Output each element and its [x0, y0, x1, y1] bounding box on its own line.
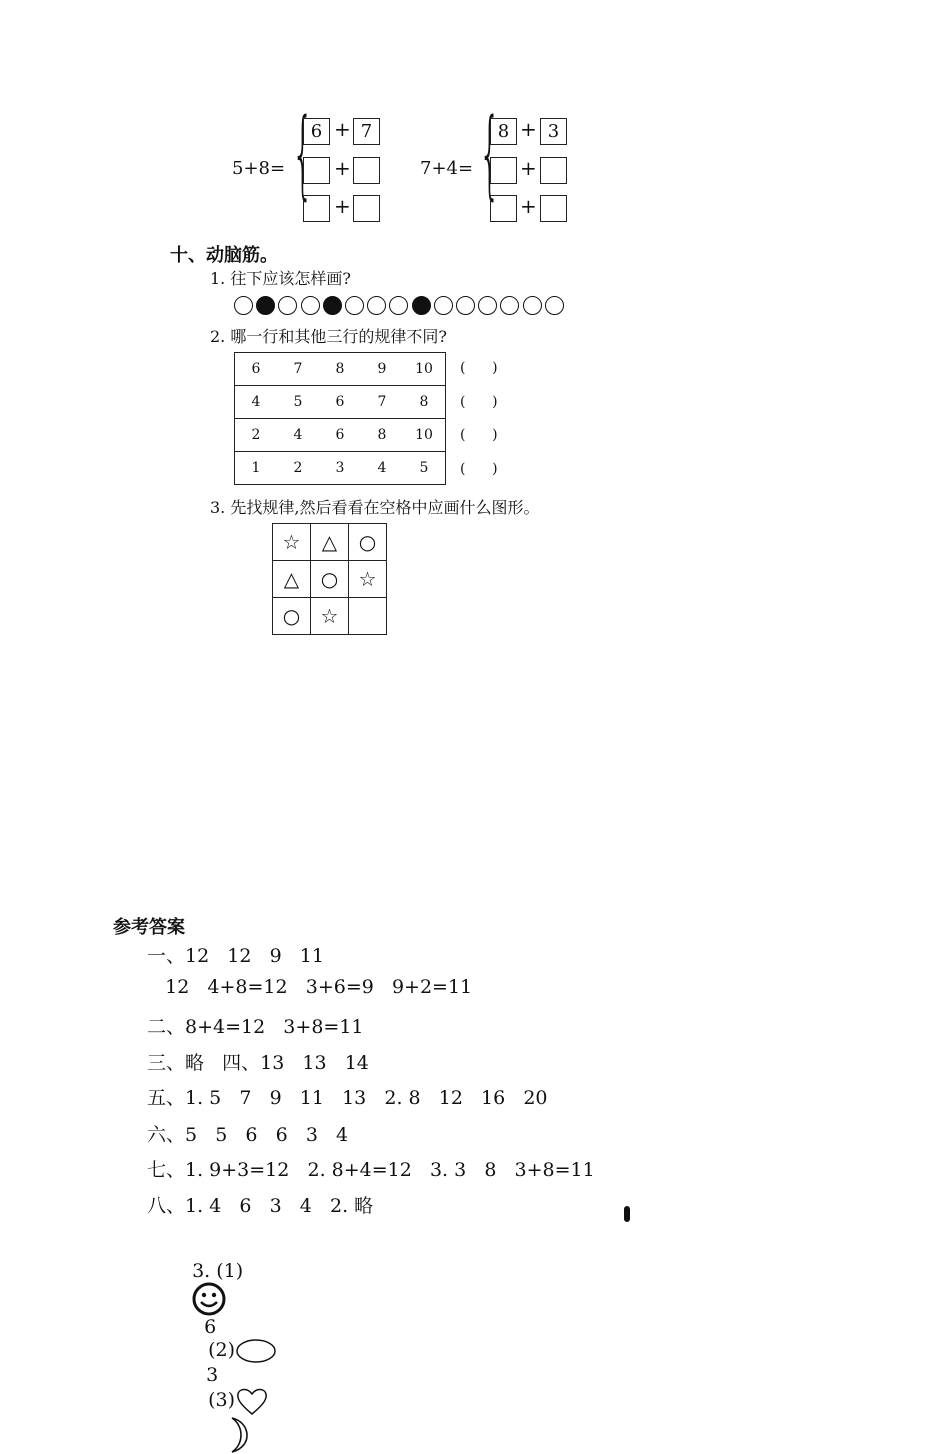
table-row — [235, 452, 446, 485]
table-cell: 6 — [319, 419, 361, 452]
answer-line: 六、5 5 6 6 3 4 — [147, 1124, 349, 1146]
answers-title: 参考答案 — [113, 917, 185, 938]
smiley-face-icon — [192, 1282, 226, 1316]
empty-circle-icon — [278, 296, 297, 315]
table-cell: 8 — [319, 353, 361, 386]
table-row — [235, 419, 446, 452]
plus-sign: + — [334, 194, 351, 218]
answer-line: 七、1. 9+3=12 2. 8+4=12 3. 3 8 3+8=11 — [147, 1159, 595, 1181]
answer-line: 12 4+8=12 3+6=9 9+2=11 — [147, 976, 473, 998]
answer-box[interactable] — [540, 157, 567, 184]
question-3: 3. 先找规律,然后看看在空格中应画什么图形。 — [210, 498, 540, 517]
answer-value: 6 — [204, 1316, 217, 1338]
empty-circle-icon — [456, 296, 475, 315]
answer-box[interactable] — [353, 195, 380, 222]
scan-mark — [624, 1206, 630, 1222]
empty-answer-cell[interactable] — [349, 598, 387, 635]
table-cell: 8 — [361, 419, 403, 452]
plus-sign: + — [520, 117, 537, 141]
grid-row — [273, 561, 387, 598]
grid-row — [273, 598, 387, 635]
answer-box[interactable]: 8 — [490, 118, 517, 145]
empty-circle-icon — [500, 296, 519, 315]
answer-line: 五、1. 5 7 9 11 13 2. 8 12 16 20 — [147, 1087, 548, 1109]
answer-line: 三、略 四、13 13 14 — [147, 1052, 369, 1074]
answer-line-last — [180, 1238, 277, 1454]
section-title: 十、动脑筋。 — [170, 245, 278, 266]
shape-cell: ☆ — [311, 598, 349, 635]
table-cell: 6 — [319, 386, 361, 419]
table-cell: 4 — [277, 419, 319, 452]
table-row — [235, 386, 446, 419]
table-cell: 8 — [403, 386, 446, 419]
grid-row — [273, 524, 387, 561]
equation-lhs-1: 5+8= — [232, 158, 286, 179]
brace-icon: { — [479, 98, 501, 210]
table-cell: 3 — [319, 452, 361, 485]
pattern-table — [234, 352, 446, 485]
equation-lhs-2: 7+4= — [420, 158, 474, 179]
answer-parentheses[interactable]: ( ) — [460, 393, 498, 410]
shape-cell: ○ — [311, 561, 349, 598]
table-cell: 4 — [361, 452, 403, 485]
answer-parentheses[interactable]: ( ) — [460, 427, 498, 444]
empty-circle-icon — [389, 296, 408, 315]
table-cell: 5 — [277, 386, 319, 419]
answer-line: 二、8+4=12 3+8=11 — [147, 1016, 364, 1038]
shape-cell: ☆ — [349, 561, 387, 598]
answer-label: (3) — [208, 1389, 236, 1411]
table-cell: 4 — [235, 386, 278, 419]
answer-box[interactable]: 6 — [303, 118, 330, 145]
plus-sign: + — [520, 194, 537, 218]
brace-icon: { — [292, 98, 314, 210]
empty-circle-icon — [545, 296, 564, 315]
table-cell: 2 — [235, 419, 278, 452]
empty-circle-icon — [478, 296, 497, 315]
answer-parentheses[interactable]: ( ) — [460, 360, 498, 376]
table-cell: 6 — [235, 353, 278, 386]
plus-sign: + — [520, 156, 537, 180]
shape-grid — [272, 523, 387, 635]
table-cell: 9 — [361, 353, 403, 386]
empty-circle-icon — [345, 296, 364, 315]
empty-circle-icon — [367, 296, 386, 315]
table-cell: 7 — [277, 353, 319, 386]
empty-circle-icon — [301, 296, 320, 315]
answer-box[interactable] — [303, 157, 330, 184]
empty-circle-icon — [434, 296, 453, 315]
answer-value: 3 — [206, 1364, 219, 1386]
shape-cell: ☆ — [273, 524, 311, 561]
answer-box[interactable]: 3 — [540, 118, 567, 145]
answer-box[interactable] — [353, 157, 380, 184]
heart-icon — [235, 1386, 269, 1416]
empty-circle-icon — [523, 296, 542, 315]
answer-line: 八、1. 4 6 3 4 2. 略 — [147, 1195, 374, 1217]
question-1: 1. 往下应该怎样画? — [210, 269, 351, 288]
filled-circle-icon — [412, 296, 431, 315]
table-cell: 2 — [277, 452, 319, 485]
answer-label: (2) — [208, 1339, 236, 1361]
shape-cell: △ — [311, 524, 349, 561]
ellipse-icon — [235, 1338, 277, 1364]
answer-line: 一、12 12 9 11 — [147, 945, 324, 967]
table-cell: 5 — [403, 452, 446, 485]
filled-circle-icon — [323, 296, 342, 315]
empty-circle-icon — [234, 296, 253, 315]
answer-prefix: 3. (1) — [192, 1260, 244, 1282]
crescent-moon-icon — [226, 1416, 256, 1454]
shape-cell: ○ — [273, 598, 311, 635]
plus-sign: + — [334, 156, 351, 180]
question-2: 2. 哪一行和其他三行的规律不同? — [210, 327, 447, 346]
table-cell: 10 — [403, 353, 446, 386]
table-cell: 10 — [403, 419, 446, 452]
shape-cell: △ — [273, 561, 311, 598]
answer-parentheses[interactable]: ( ) — [460, 461, 498, 478]
answer-box[interactable] — [303, 195, 330, 222]
table-cell: 1 — [235, 452, 278, 485]
answer-box[interactable] — [490, 157, 517, 184]
plus-sign: + — [334, 117, 351, 141]
table-row — [235, 353, 446, 386]
answer-box[interactable]: 7 — [353, 118, 380, 145]
filled-circle-icon — [256, 296, 275, 315]
answer-box[interactable] — [540, 195, 567, 222]
answer-box[interactable] — [490, 195, 517, 222]
table-cell: 7 — [361, 386, 403, 419]
shape-cell: ○ — [349, 524, 387, 561]
